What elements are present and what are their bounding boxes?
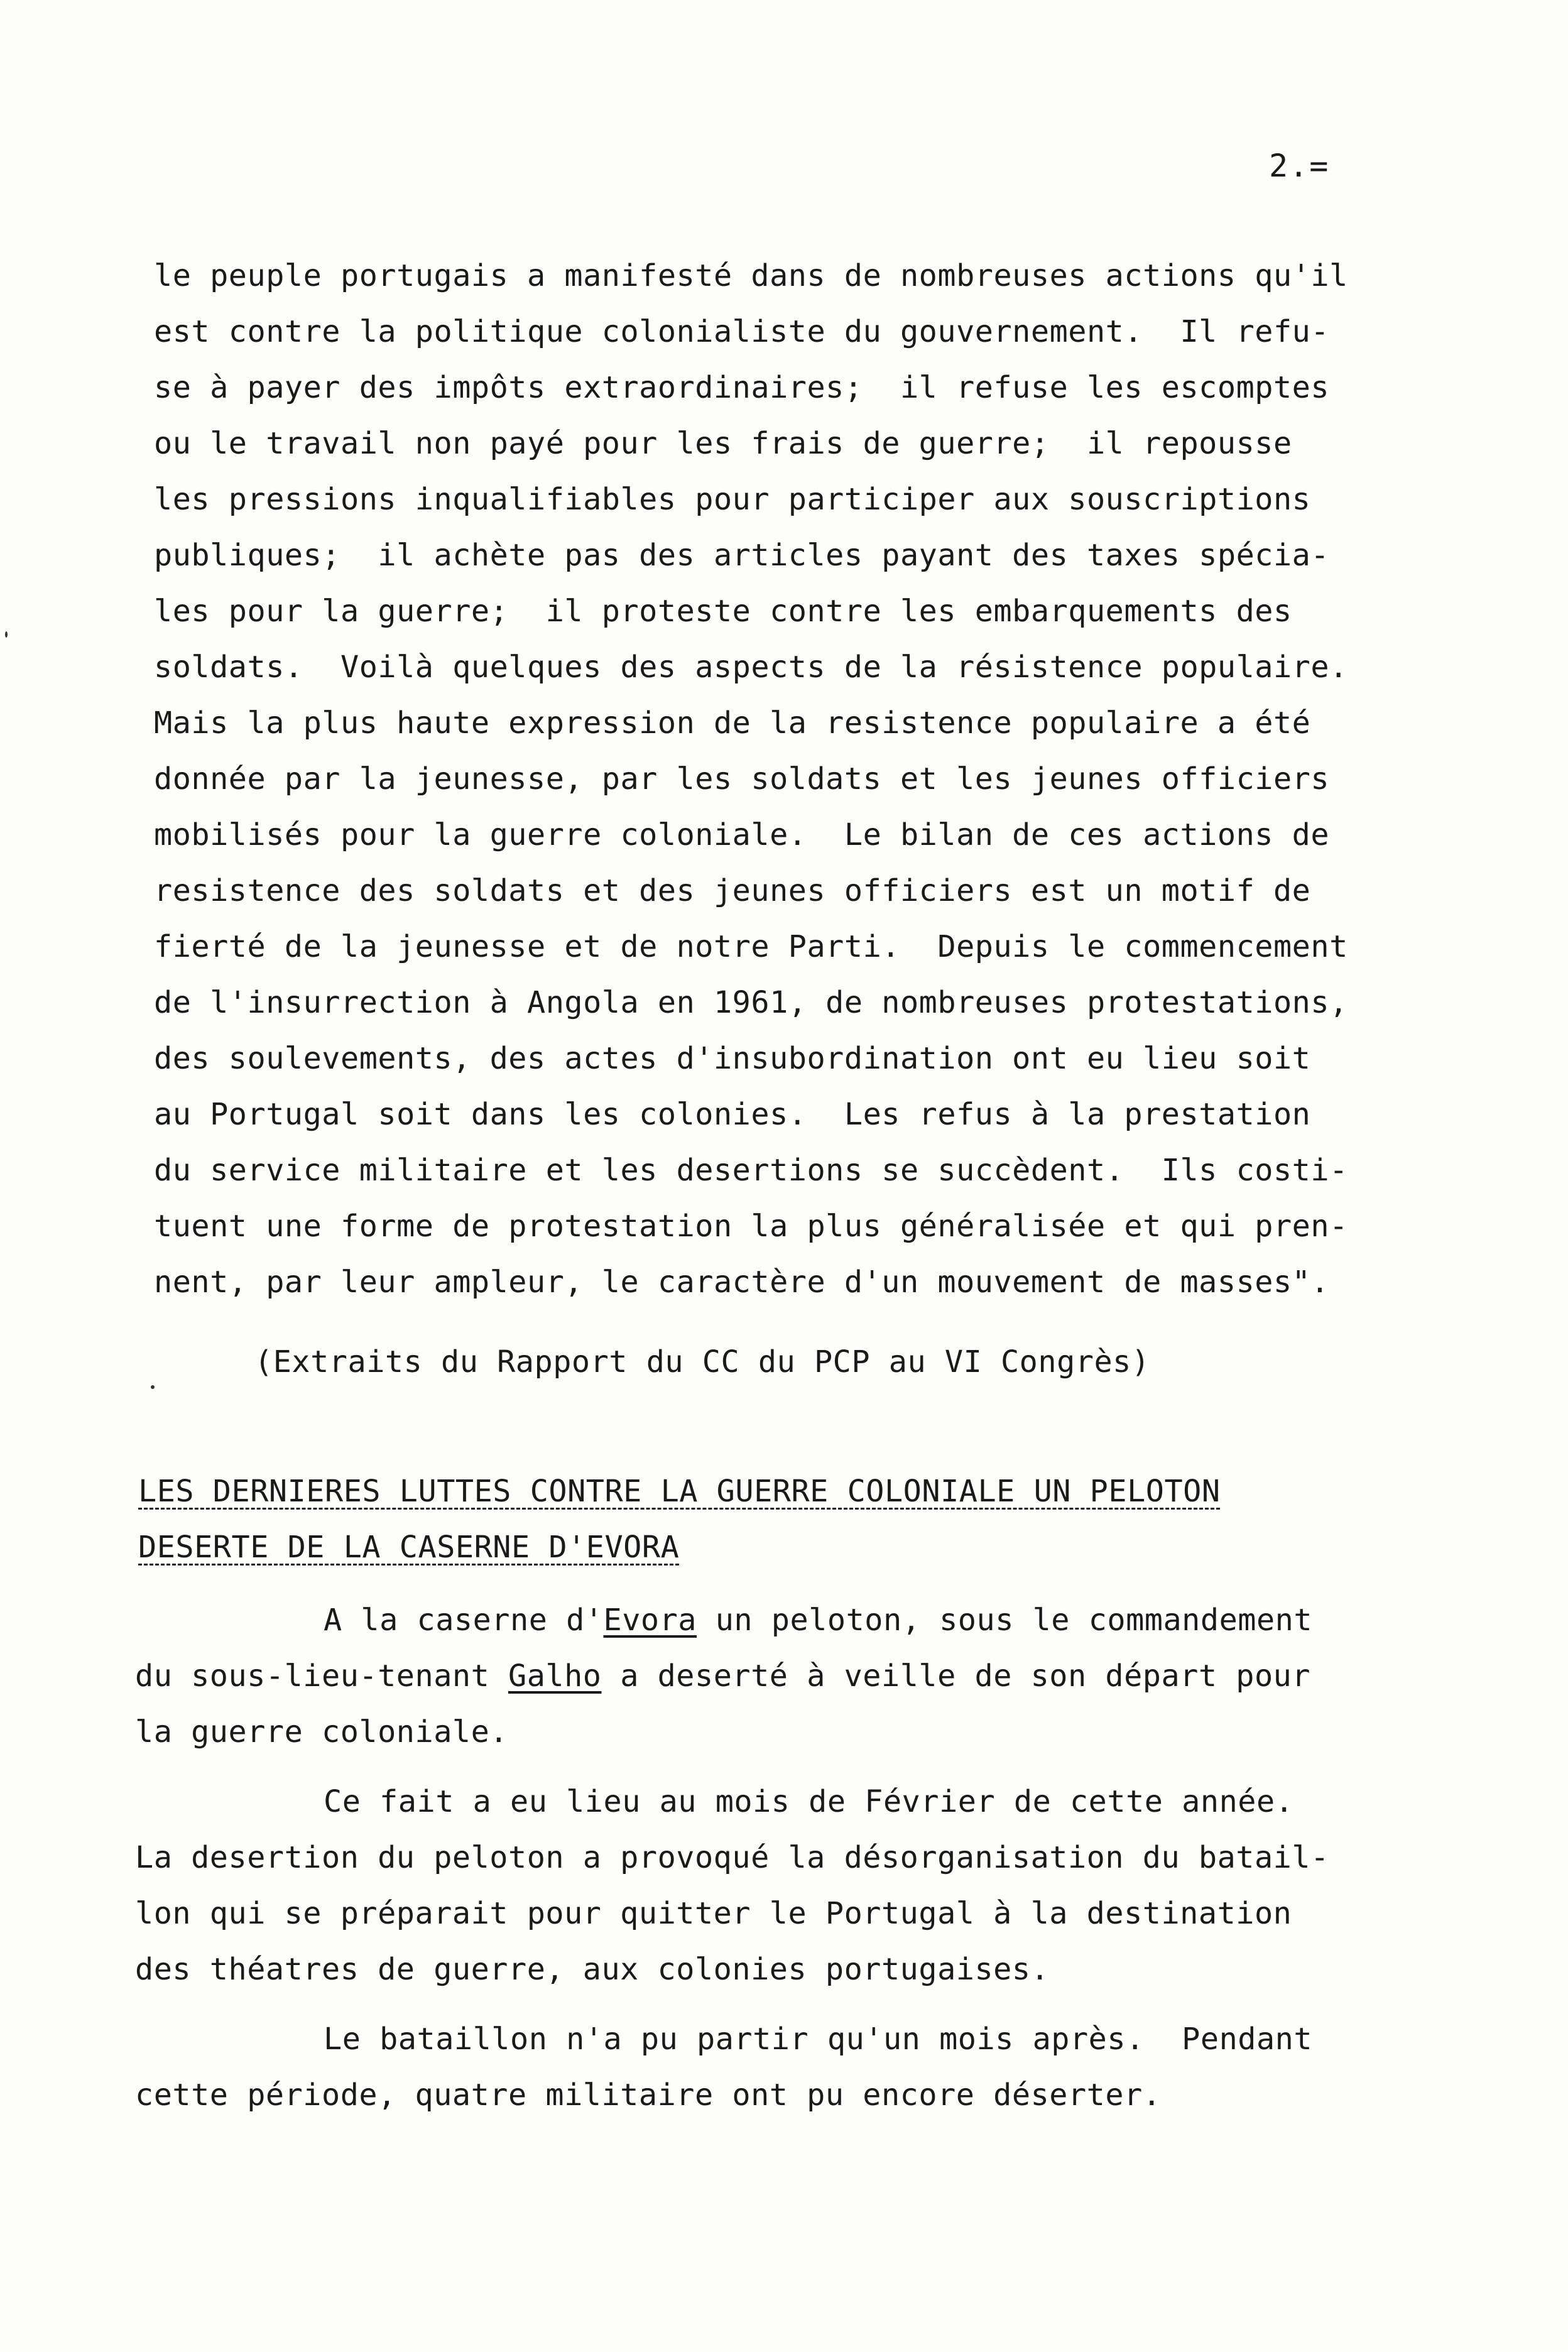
paragraph-line: lon qui se préparait pour quitter le Portugal à la destination — [135, 1896, 1292, 1931]
text-run: A la caserne d' — [324, 1603, 604, 1638]
paragraph-line — [135, 1592, 1417, 1648]
body-line: du service militaire et les desertions se succèdent. Ils costi- — [154, 1153, 1348, 1188]
paragraph-line: Ce fait a eu lieu au mois de Février de cette année. — [324, 1784, 1294, 1819]
body-line: nent, par leur ampleur, le caractère d'un mouvement de masses". — [154, 1265, 1330, 1300]
paragraph-line: cette période, quatre militaire ont pu encore déserter. — [135, 2077, 1162, 2113]
body-line: de l'insurrection à Angola en 1961, de nombreuses protestations, — [154, 985, 1348, 1020]
quoted-report-text — [154, 248, 1423, 1310]
body-line: les pour la guerre; il proteste contre les embarquements des — [154, 594, 1292, 629]
body-line: resistence des soldats et des jeunes officiers est un motif de — [154, 873, 1311, 908]
heading-line: LES DERNIERES LUTTES CONTRE LA GUERRE COLONIALE UN PELOTON — [138, 1474, 1221, 1509]
section-body — [135, 1592, 1417, 2123]
scan-speck — [5, 631, 8, 638]
heading-line: DESERTE DE LA CASERNE D'EVORA — [138, 1530, 680, 1565]
underlined-word: Evora — [603, 1603, 697, 1638]
body-line: soldats. Voilà quelques des aspects de la résistence populaire. — [154, 650, 1348, 685]
text-run: du sous-lieu-tenant — [135, 1658, 508, 1694]
body-line: publiques; il achète pas des articles payant des taxes spécia- — [154, 538, 1330, 573]
paragraph-line — [135, 1648, 1417, 1704]
body-line: donnée par la jeunesse, par les soldats et les jeunes officiers — [154, 761, 1330, 797]
body-line: mobilisés pour la guerre coloniale. Le bilan de ces actions de — [154, 817, 1330, 852]
text-run: un peloton, sous le commandement — [697, 1603, 1313, 1638]
body-line: des soulevements, des actes d'insubordination ont eu lieu soit — [154, 1041, 1311, 1076]
body-line: Mais la plus haute expression de la resistence populaire a été — [154, 705, 1311, 741]
paragraph-line: Le bataillon n'a pu partir qu'un mois après. Pendant — [324, 2022, 1313, 2057]
body-line: tuent une forme de protestation la plus généralisée et qui pren- — [154, 1209, 1348, 1244]
text-run: a deserté à veille de son départ pour — [601, 1658, 1311, 1694]
body-line: se à payer des impôts extraordinaires; il refuse les escomptes — [154, 370, 1330, 405]
scan-speck — [151, 1385, 155, 1389]
body-line: ou le travail non payé pour les frais de guerre; il repousse — [154, 426, 1292, 461]
section-heading — [138, 1464, 1407, 1576]
page-number: 2.= — [1269, 148, 1330, 184]
paragraph-line: des théatres de guerre, aux colonies portugaises. — [135, 1952, 1050, 1987]
body-line: fierté de la jeunesse et de notre Parti. Depuis le commencement — [154, 929, 1348, 964]
body-line: le peuple portugais a manifesté dans de nombreuses actions qu'il — [154, 258, 1348, 293]
underlined-word: Galho — [508, 1658, 602, 1694]
body-line: au Portugal soit dans les colonies. Les refus à la prestation — [154, 1097, 1311, 1132]
body-line: est contre la politique colonialiste du gouvernement. Il refu- — [154, 314, 1330, 349]
paragraph-line: la guerre coloniale. — [135, 1714, 508, 1750]
body-line: les pressions inqualifiables pour participer aux souscriptions — [154, 482, 1311, 517]
paragraph-line: La desertion du peloton a provoqué la désorganisation du batail- — [135, 1840, 1329, 1875]
citation: (Extraits du Rapport du CC du PCP au VI Congrès) — [254, 1344, 1150, 1380]
